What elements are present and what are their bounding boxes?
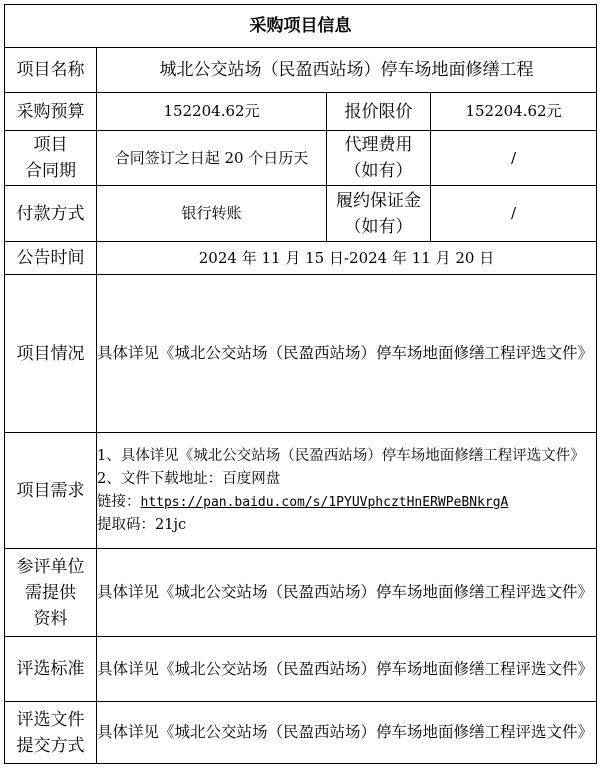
notice-time-label: 公告时间	[5, 242, 97, 275]
required-materials-value: 具体详见《城北公交站场（民盈西站场）停车场地面修缮工程评选文件》	[97, 549, 597, 637]
project-demand-value	[97, 433, 597, 549]
submission-method-label-line1: 评选文件	[16, 709, 85, 730]
project-situation-value: 具体详见《城北公交站场（民盈西站场）停车场地面修缮工程评选文件》	[97, 275, 597, 433]
project-situation-label: 项目情况	[5, 275, 97, 433]
performance-bond-label-line1: 履约保证金	[336, 190, 421, 211]
demand-link-row	[97, 491, 596, 514]
agency-fee-label	[327, 131, 431, 186]
demand-link-prefix: 链接：	[97, 493, 141, 510]
demand-extract-code: 提取码：21jc	[97, 516, 187, 533]
notice-time-value: 2024 年 11 月 15 日-2024 年 11 月 20 日	[97, 242, 597, 275]
selection-criteria-label: 评选标准	[5, 637, 97, 702]
performance-bond-value: /	[431, 186, 597, 242]
payment-method-value: 银行转账	[97, 186, 327, 242]
demand-line-2: 2、文件下载地址：百度网盘	[97, 470, 281, 487]
agency-fee-label-line2: （如有）	[344, 161, 413, 181]
submission-method-label	[5, 702, 97, 764]
required-materials-label-line2: 需提供	[25, 582, 76, 603]
performance-bond-label-line2: （如有）	[344, 216, 413, 237]
contract-period-label	[5, 131, 97, 186]
project-name-value: 城北公交站场（民盈西站场）停车场地面修缮工程	[97, 48, 597, 93]
price-limit-value: 152204.62元	[431, 93, 597, 131]
price-limit-label: 报价限价	[327, 93, 431, 131]
agency-fee-label-line1: 代理费用	[344, 135, 413, 155]
selection-criteria-value: 具体详见《城北公交站场（民盈西站场）停车场地面修缮工程评选文件》	[97, 637, 597, 702]
budget-label: 采购预算	[5, 93, 97, 131]
procurement-info-table	[4, 4, 597, 764]
demand-line-1: 1、具体详见《城北公交站场（民盈西站场）停车场地面修缮工程评选文件》	[97, 447, 585, 464]
required-materials-label-line1: 参评单位	[16, 556, 85, 577]
table-title: 采购项目信息	[5, 5, 597, 48]
project-demand-label: 项目需求	[5, 433, 97, 549]
agency-fee-value: /	[431, 131, 597, 186]
submission-method-value: 具体详见《城北公交站场（民盈西站场）停车场地面修缮工程评选文件》	[97, 702, 597, 764]
payment-method-label: 付款方式	[5, 186, 97, 242]
contract-period-label-line1: 项目	[33, 135, 68, 155]
required-materials-label-line3: 资料	[33, 608, 68, 629]
baidu-pan-link[interactable]: https://pan.baidu.com/s/1PYUVphcztHnERWPeBNkrgA	[140, 494, 509, 510]
contract-period-label-line2: 合同期	[25, 161, 76, 181]
required-materials-label	[5, 549, 97, 637]
budget-value: 152204.62元	[97, 93, 327, 131]
submission-method-label-line2: 提交方式	[16, 735, 85, 756]
contract-period-value: 合同签订之日起 20 个日历天	[97, 131, 327, 186]
performance-bond-label	[327, 186, 431, 242]
project-name-label: 项目名称	[5, 48, 97, 93]
